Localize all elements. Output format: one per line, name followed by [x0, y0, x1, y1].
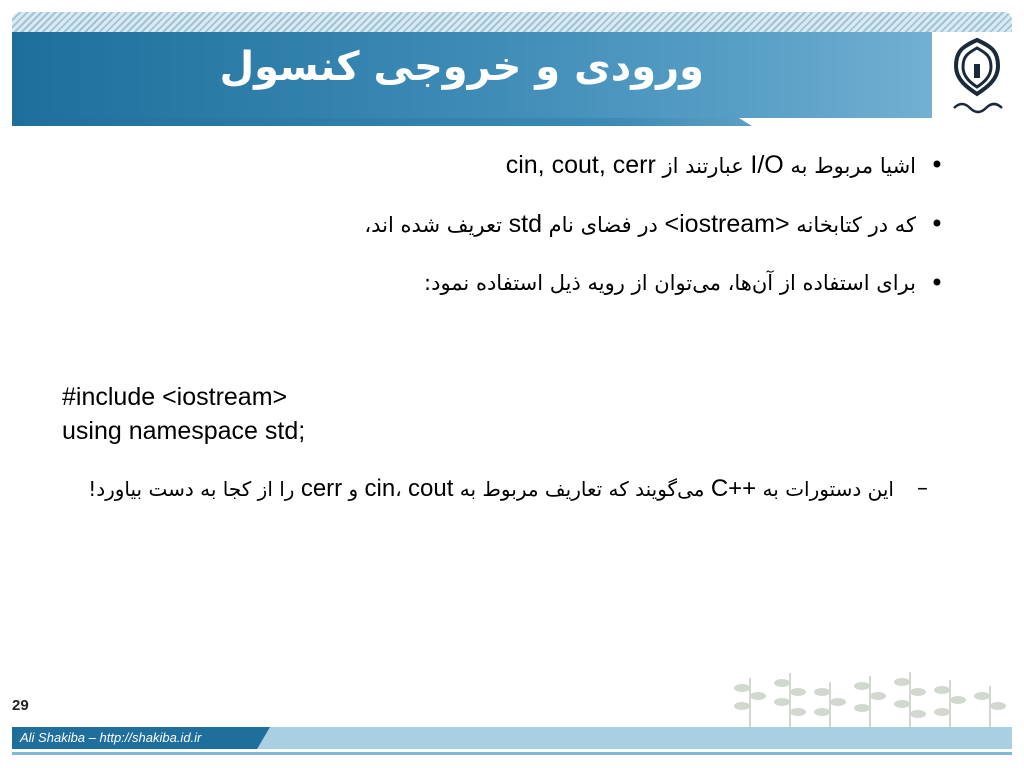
bullet-item: • اشیا مربوط به I/O عبارتند از cin, cout, cerr — [74, 150, 944, 181]
plants-decoration-icon — [730, 668, 1010, 730]
university-emblem-icon — [942, 36, 1012, 118]
code-line: #include <iostream> — [62, 383, 288, 411]
bullet-item: • که در کتابخانه <iostream> در فضای نام std تعریف شده اند، — [74, 209, 944, 240]
bullet-item: • برای استفاده از آن‌ها، می‌توان از رویه ذیل استفاده نمود: — [74, 268, 944, 298]
slide-title: ورودی و خروجی کنسول — [219, 44, 704, 90]
code-block — [62, 380, 305, 448]
title-underline — [12, 118, 1012, 126]
footer-line — [12, 752, 1012, 755]
sub-bullet: – این دستورات به C++ می‌گویند که تعاریف مربوط به cin، cout و cerr را از کجا به دست بیاورد! — [88, 470, 928, 508]
footer-text: Ali Shakiba – http://shakiba.id.ir — [20, 730, 202, 745]
bullet-list — [74, 150, 944, 326]
page-number: 29 — [12, 697, 29, 714]
code-line: using namespace std; — [62, 417, 306, 445]
top-hatched-strip — [12, 12, 1012, 32]
